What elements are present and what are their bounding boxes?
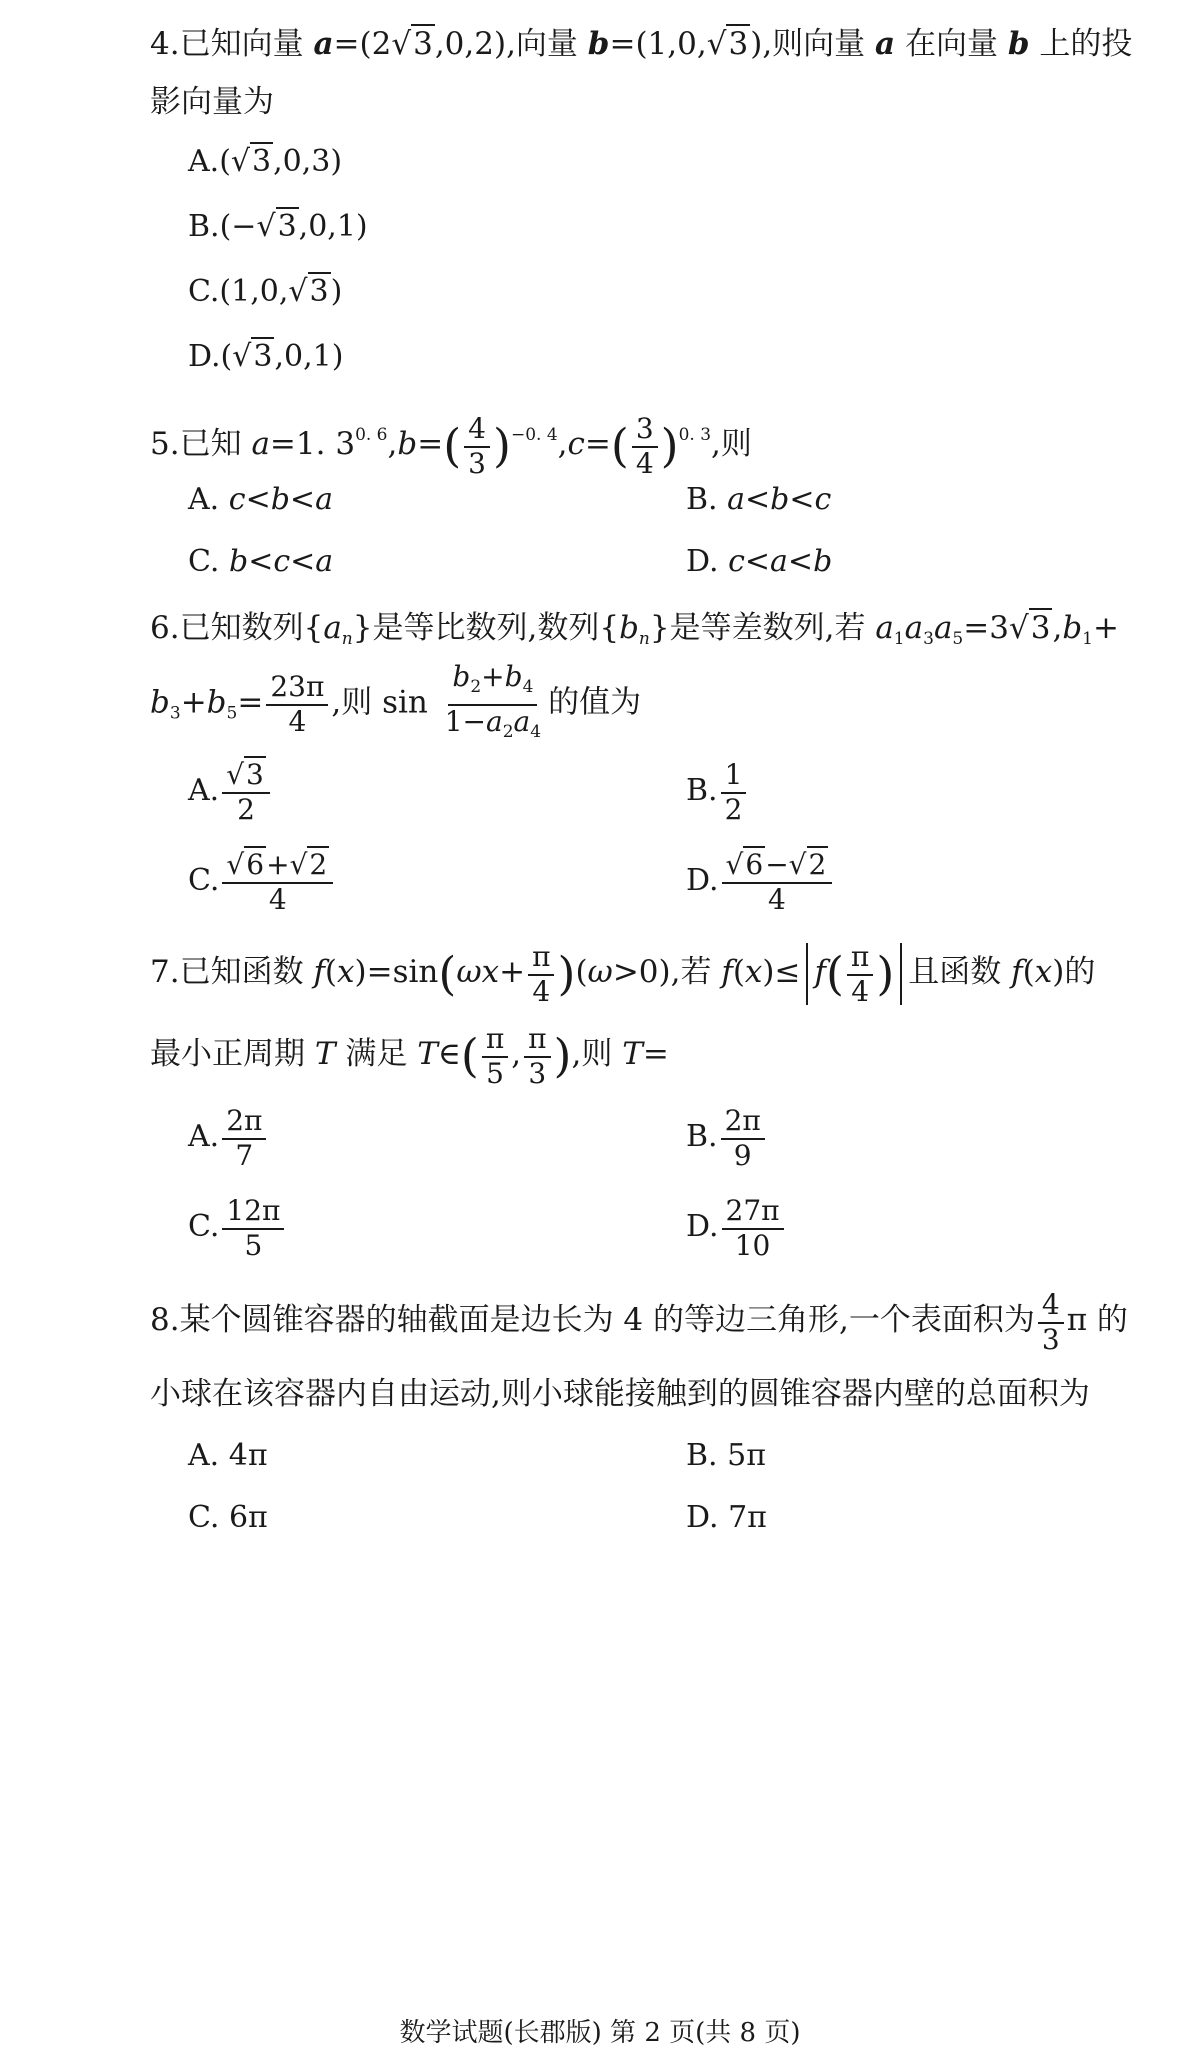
option-label: B. (188, 209, 220, 244)
option-label: D. (686, 863, 719, 898)
q7-option-d[interactable]: D. $\frac{27\pi}{10}$ (686, 1194, 787, 1260)
q4-option-b[interactable]: B.(−√3,0,1) (188, 209, 368, 244)
option-text: 7π (728, 1500, 767, 1535)
q8-option-b[interactable] (686, 1434, 766, 1478)
q6-option-b[interactable]: B. $\frac{1}{2}$ (686, 758, 749, 824)
option-label: B. (686, 1438, 718, 1473)
q6-option-d[interactable]: D. $\frac{√6-√2}{4}$ (686, 848, 835, 914)
option-label: C. (188, 274, 220, 309)
q5-option-d[interactable]: D. c<a<b (686, 544, 833, 579)
q8-stem-line1: 8.某个圆锥容器的轴截面是边长为 4 的等边三角形,一个表面积为 $\frac{4}{3}$ π 的 (150, 1287, 1128, 1356)
option-label: C. (188, 1209, 220, 1244)
option-label: D. (686, 1209, 719, 1244)
q8-stem-line2: 小球在该容器内自由运动,则小球能接触到的圆锥容器内壁的总面积为 (150, 1376, 1090, 1412)
q7-stem-line2: 最小正周期 T 满足 T∈( $\frac{\pi}{5}$ , $\frac{\pi}{3}$ ),则 T= (150, 1021, 669, 1090)
q4-option-a[interactable]: A.(√3,0,3) (188, 144, 343, 179)
q6-stem-line2: $b_3+b_5=$ $\frac{23\pi}{4}$ ,则 sin $\frac{b_2+b_4}{1-a_2a_4}$ 的值为 (150, 660, 642, 742)
option-label: C. (188, 544, 220, 579)
q5-option-a[interactable]: A. c<b<a (188, 482, 333, 517)
q7-option-c[interactable]: C. $\frac{12\pi}{5}$ (188, 1194, 287, 1260)
option-label: B. (686, 482, 718, 517)
q7-stem-line1: 7.已知函数 f(x)=sin(ωx+ $\frac{\pi}{4}$ )(ω>0),若 f(x)≤ f( $\frac{\pi}{4}$ ) 且函数 f(x)的 (150, 939, 1096, 1008)
option-label: D. (686, 544, 719, 579)
q4-option-d[interactable]: D.(√3,0,1) (188, 339, 344, 374)
q6-stem-line1: 6.已知数列$\{a_n\}$是等比数列,数列$\{b_n\}$是等差数列,若 $a_1a_3a_5=3√3,b_1+$ (150, 610, 1119, 649)
option-label: D. (686, 1500, 719, 1535)
option-label: A. (188, 144, 220, 179)
q5-option-b[interactable]: B. a<b<c (686, 482, 832, 517)
q5-stem: 5.已知 a=1. $3^{0. 6},b=$( $\frac{4}{3}$ )$^{-0. 4}$,c=( $\frac{3}{4}$ )$^{0. 3}$,则 (150, 411, 752, 480)
option-label: A. (188, 1119, 220, 1154)
q6-option-c[interactable]: C. $\frac{√6+√2}{4}$ (188, 848, 336, 914)
option-label: A. (188, 1438, 220, 1473)
q6-option-a[interactable]: A. $\frac{√3}{2}$ (188, 758, 273, 824)
q5-option-c[interactable]: C. b<c<a (188, 544, 334, 579)
q4-stem-line2: 影向量为 (150, 84, 274, 120)
option-label: B. (686, 1119, 718, 1154)
option-label: B. (686, 773, 718, 808)
option-text: 5π (727, 1438, 766, 1473)
option-label: D. (188, 339, 221, 374)
q8-option-d[interactable] (686, 1496, 767, 1540)
q4-stem-line1: 4.已知向量 a=(2√3,0,2),向量 b=(1,0,√3),则向量 a 在向量 b 上的投 (150, 26, 1133, 62)
q8-option-a[interactable] (188, 1434, 268, 1478)
option-label: A. (188, 482, 220, 517)
option-label: C. (188, 1500, 220, 1535)
q4-option-c[interactable]: C.(1,0,√3) (188, 274, 343, 309)
q7-option-b[interactable]: B. $\frac{2\pi}{9}$ (686, 1104, 768, 1170)
q8-option-c[interactable] (188, 1496, 268, 1540)
option-text: 4π (228, 1438, 268, 1473)
page-footer: 数学试题(长郡版) 第 2 页(共 8 页) (399, 2018, 801, 2048)
option-label: A. (188, 773, 220, 808)
q7-option-a[interactable]: A. $\frac{2\pi}{7}$ (188, 1104, 269, 1170)
option-text: 6π (228, 1500, 268, 1535)
option-label: C. (188, 863, 220, 898)
